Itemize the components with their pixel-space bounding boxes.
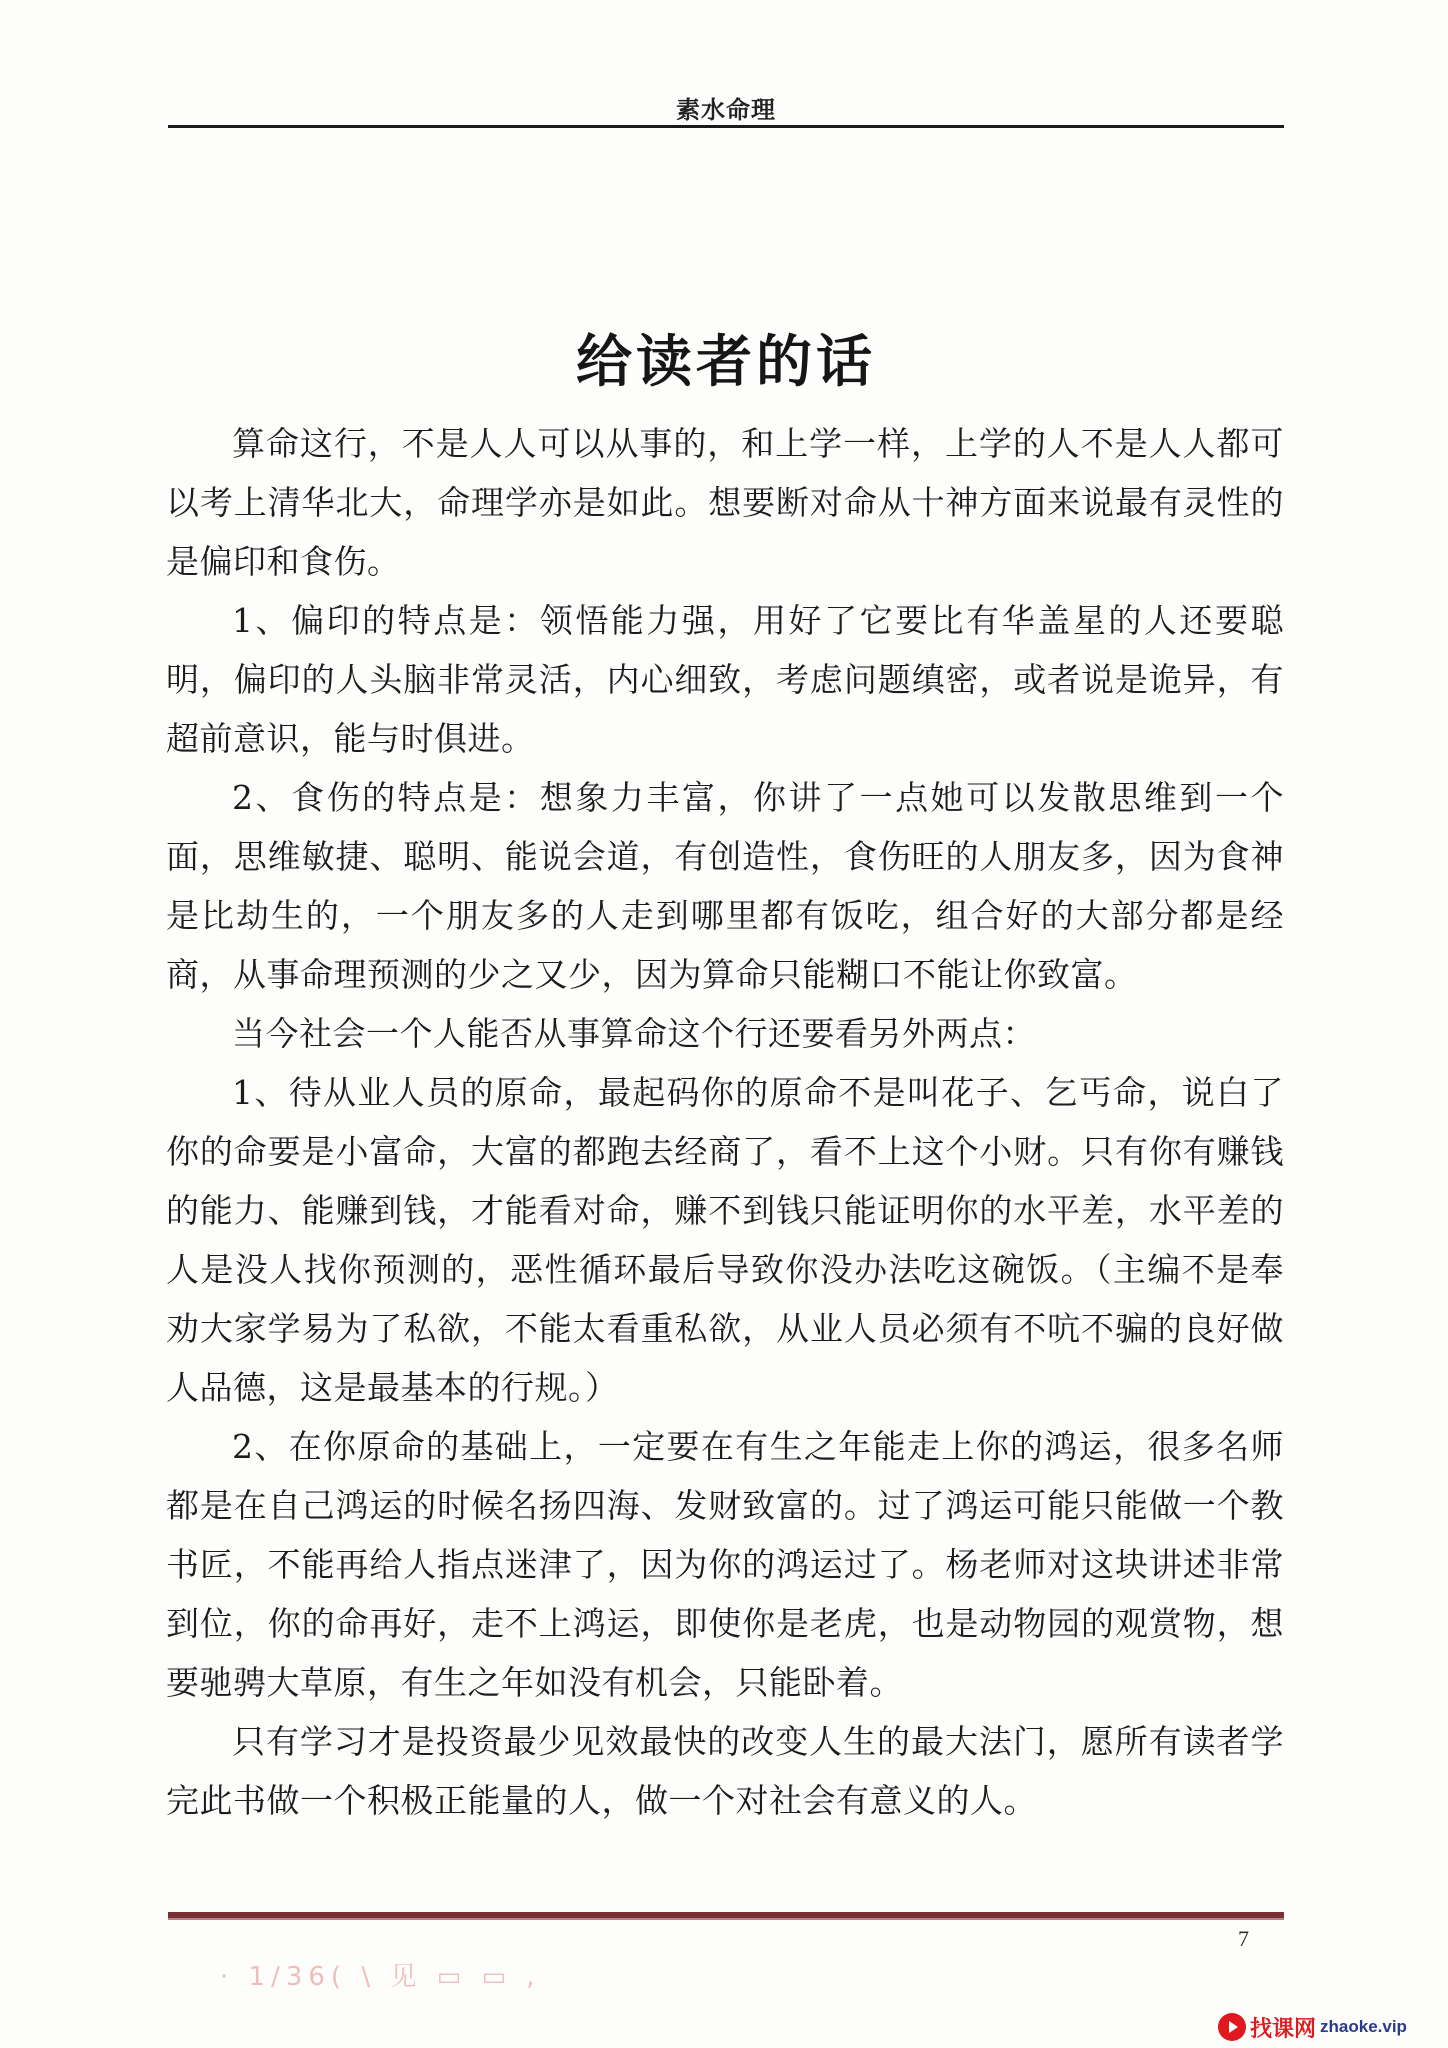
scan-artifact-text: · 1/36( \ 见 ▭ ▭ ,	[220, 1962, 541, 1992]
paragraph-shishang: 2、食伤的特点是：想象力丰富，你讲了一点她可以发散思维到一个面，思维敏捷、聪明、能说会道，有创造性，食伤旺的人朋友多，因为食神是比劫生的，一个朋友多的人走到哪里都有饭吃，组合好的大部分都是经商，从事命理预测的少之又少，因为算命只能糊口不能让你致富。	[166, 778, 1284, 994]
paragraph-closing: 只有学习才是投资最少见效最快的改变人生的最大法门，愿所有读者学完此书做一个积极正能量的人，做一个对社会有意义的人。	[166, 1722, 1284, 1820]
page-number: 7	[1238, 1926, 1249, 1951]
play-circle-icon	[1218, 2013, 1246, 2041]
paragraph-point-one: 1、待从业人员的原命，最起码你的原命不是叫花子、乞丐命，说白了你的命要是小富命，大富的都跑去经商了，看不上这个小财。只有你有赚钱的能力、能赚到钱，才能看对命，赚不到钱只能证明你的水平差，水平差的人是没人找你预测的，恶性循环最后导致你没办法吃这碗饭。（主编不是奉劝大家学易为了私欲，不能太看重私欲，从业人员必须有不吭不骗的良好做人品德，这是最基本的行规。）	[166, 1073, 1284, 1407]
body-text	[166, 414, 1284, 1830]
watermark[interactable]	[1218, 2010, 1407, 2044]
watermark-domain: zhaoke.vip	[1320, 2017, 1407, 2036]
watermark-brand: 找课网	[1250, 2016, 1317, 2042]
paragraph-pianyin: 1、偏印的特点是：领悟能力强，用好了它要比有华盖星的人还要聪明，偏印的人头脑非常灵活，内心细致，考虑问题缜密，或者说是诡异，有超前意识，能与时俱进。	[166, 601, 1284, 758]
header-rule	[168, 125, 1284, 128]
page-header	[168, 84, 1284, 128]
paragraph-intro: 算命这行，不是人人可以从事的，和上学一样，上学的人不是人人都可以考上清华北大，命理学亦是如此。想要断对命从十神方面来说最有灵性的是偏印和食伤。	[166, 424, 1284, 581]
running-head: 素水命理	[676, 96, 776, 124]
page-title: 给读者的话	[576, 329, 876, 395]
paragraph-point-two: 2、在你原命的基础上，一定要在有生之年能走上你的鸿运，很多名师都是在自己鸿运的时候名扬四海、发财致富的。过了鸿运可能只能做一个教书匠，不能再给人指点迷津了，因为你的鸿运过了。杨老师对这块讲述非常到位，你的命再好，走不上鸿运，即使你是老虎，也是动物园的观赏物，想要驰骋大草原，有生之年如没有机会，只能卧着。	[166, 1427, 1284, 1702]
paragraph-two-points: 当今社会一个人能否从事算命这个行还要看另外两点：	[232, 1014, 1036, 1053]
footer-rule	[168, 1912, 1284, 1920]
